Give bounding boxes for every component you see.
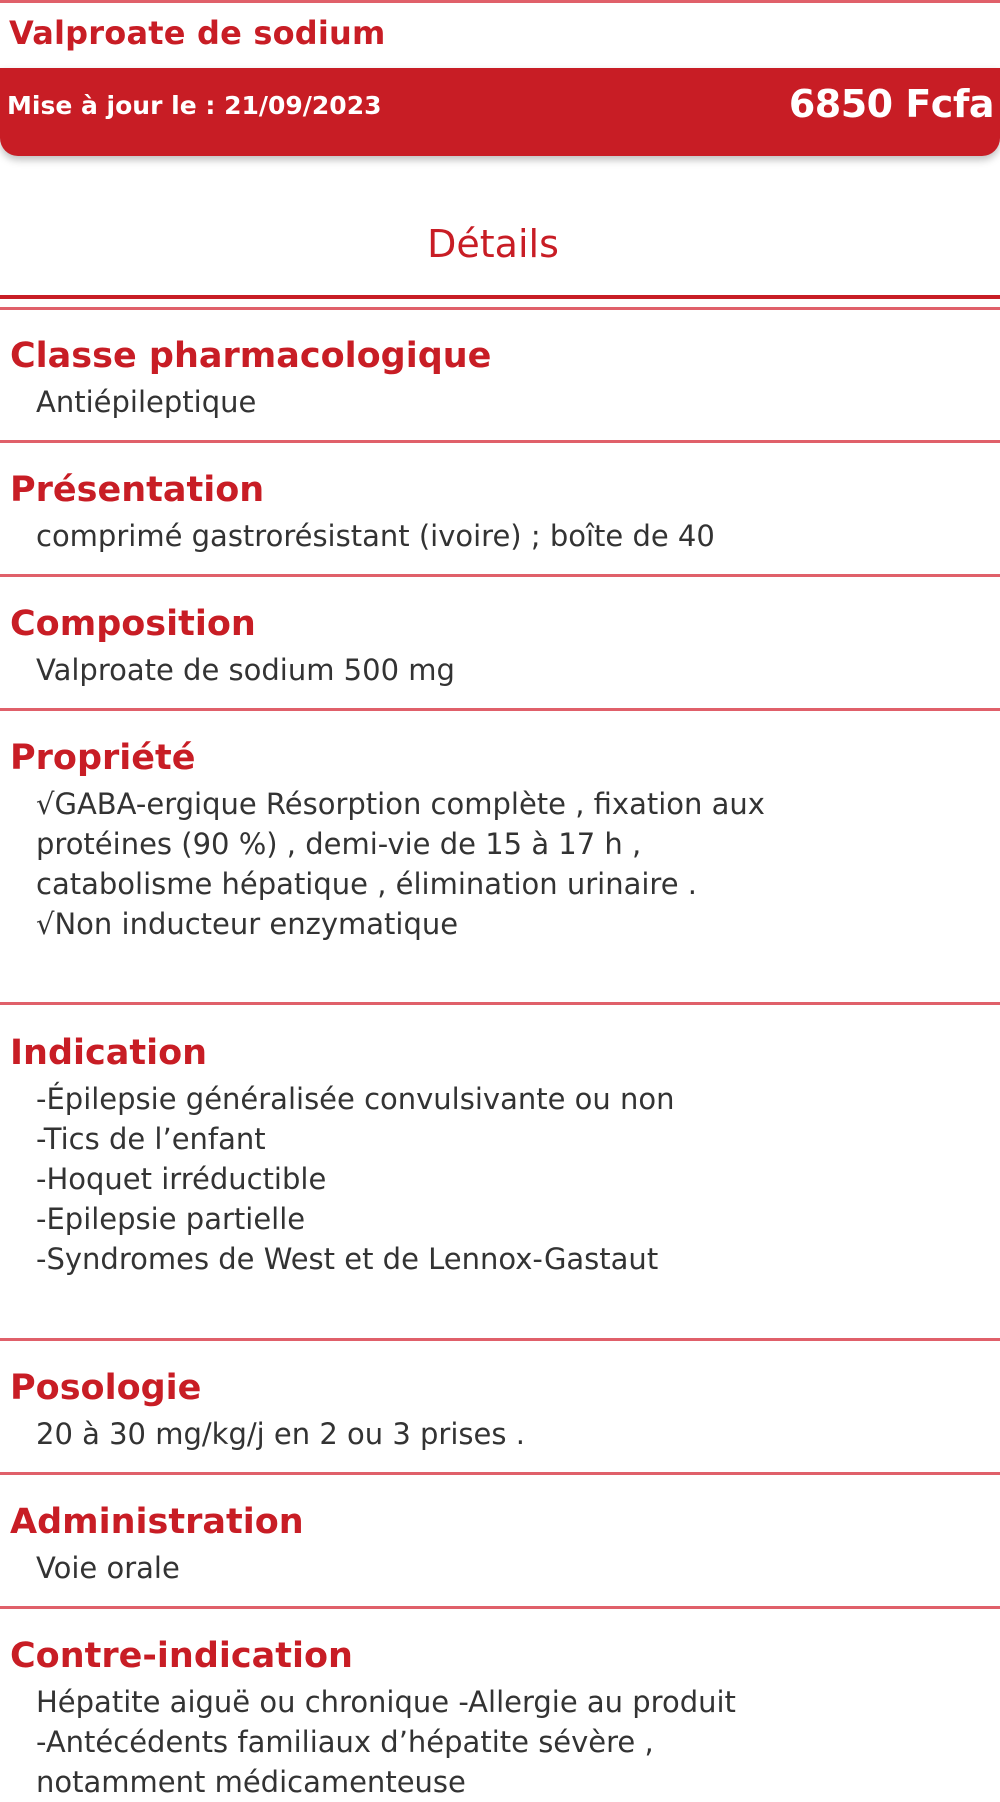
section-divider [0, 1002, 1000, 1005]
section-line: -Épilepsie généralisée convulsivante ou non [36, 1082, 675, 1116]
section-body [36, 516, 986, 556]
section-body [36, 1079, 986, 1279]
section-body [36, 784, 986, 944]
section-line: -Hoquet irréductible [36, 1162, 327, 1196]
section-title: Classe pharmacologique [10, 336, 492, 376]
section-divider [0, 1606, 1000, 1609]
section-body [36, 1682, 986, 1802]
section-title: Présentation [10, 470, 265, 510]
section-line: Voie orale [36, 1551, 180, 1585]
section-line: 20 à 30 mg/kg/j en 2 ou 3 prises . [36, 1417, 525, 1451]
section-line: √GABA-ergique Résorption complète , fixation aux [36, 787, 765, 821]
tab-divider [0, 307, 1000, 310]
price-header-bar [0, 68, 1000, 156]
section-line: Valproate de sodium 500 mg [36, 653, 455, 687]
section-title: Posologie [10, 1368, 202, 1408]
section-line: Hépatite aiguë ou chronique -Allergie au produit [36, 1685, 736, 1719]
update-date: Mise à jour le : 21/09/2023 [7, 91, 382, 120]
section-divider [0, 1338, 1000, 1341]
section-body [36, 1414, 986, 1454]
section-body [36, 1548, 986, 1588]
section-title: Propriété [10, 738, 196, 778]
section-divider [0, 1472, 1000, 1475]
section-line: -Tics de l’enfant [36, 1122, 266, 1156]
section-divider [0, 440, 1000, 443]
section-line: notamment médicamenteuse [36, 1765, 466, 1799]
section-divider [0, 708, 1000, 711]
section-divider [0, 574, 1000, 577]
tab-active-indicator [0, 295, 1000, 299]
section-body [36, 650, 986, 690]
section-line: catabolisme hépatique , élimination urinaire . [36, 867, 697, 901]
section-title: Composition [10, 604, 256, 644]
top-divider [0, 0, 1000, 3]
section-title: Contre-indication [10, 1636, 353, 1676]
section-line: comprimé gastrorésistant (ivoire) ; boîte de 40 [36, 519, 715, 553]
section-line: -Syndromes de West et de Lennox-Gastaut [36, 1242, 659, 1276]
section-line: protéines (90 %) , demi-vie de 15 à 17 h , [36, 827, 642, 861]
section-line: -Epilepsie partielle [36, 1202, 306, 1236]
drug-price: 6850 Fcfa [788, 82, 994, 126]
tab-details[interactable]: Détails [427, 222, 559, 266]
drug-name: Valproate de sodium [9, 14, 386, 52]
section-line: -Antécédents familiaux d’hépatite sévère , [36, 1725, 654, 1759]
section-title: Indication [10, 1033, 208, 1073]
section-body [36, 382, 986, 422]
section-title: Administration [10, 1502, 304, 1542]
section-line: Antiépileptique [36, 385, 257, 419]
section-line: √Non inducteur enzymatique [36, 907, 459, 941]
